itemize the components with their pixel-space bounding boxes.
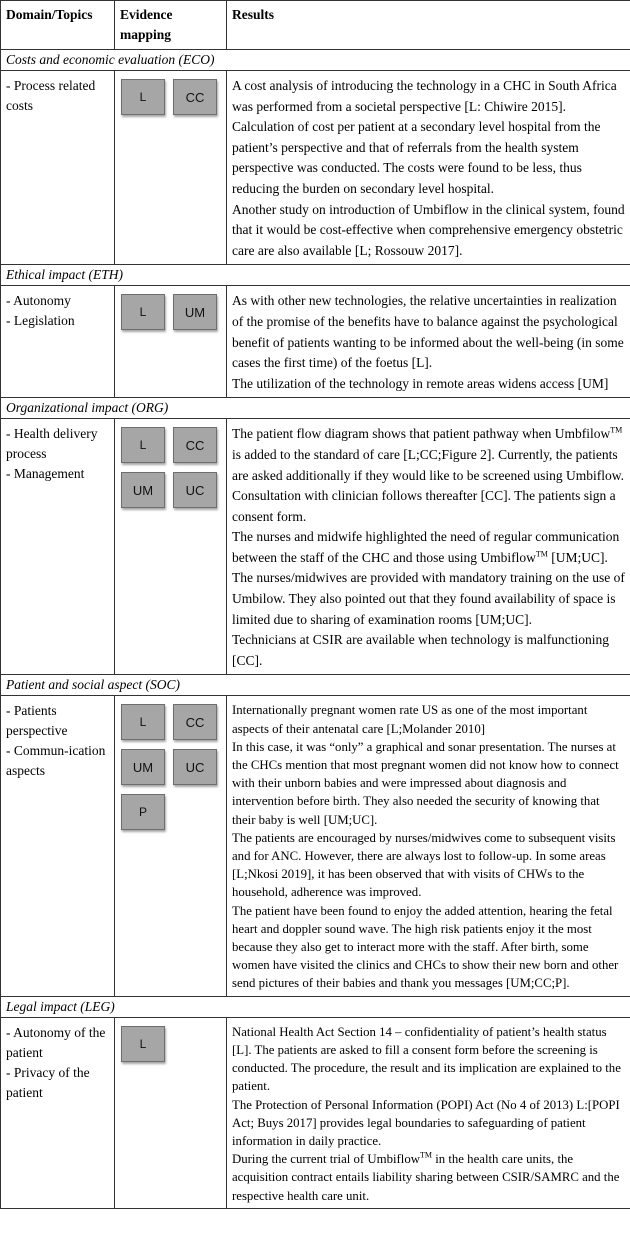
section-title: Organizational impact (ORG) [1,398,630,419]
evidence-mapping-cell [115,286,227,398]
results-paragraph: Technicians at CSIR are available when technology is malfunctioning [CC]. [232,632,609,668]
results-cell [227,71,630,265]
section-title: Ethical impact (ETH) [1,265,630,286]
table-row [1,419,630,675]
domain-topics-cell [1,696,115,996]
topic-item: - Autonomy of the patient [6,1024,106,1060]
section-header-row [1,265,630,286]
topic-item: - Process related costs [6,78,96,113]
evidence-badge-group [121,294,220,330]
table-row [1,696,630,996]
section-title: Patient and social aspect (SOC) [1,675,630,696]
section-header-row [1,675,630,696]
results-paragraph: A cost analysis of introducing the technology in a CHC in South Africa was performed from a societal perspective [L: Chiwire 2015]. Calculation of cost per patient at a secondary level hospital from the patient’s perspective and that of referrals from the health system perspective was conducted. The costs were found to be less, thus reducing the burden on secondary level hospital. [232,78,617,196]
table-header-row [1,1,630,50]
results-paragraph: During the current trial of Umbiflow™ in the health care units, the acquisition contract entails liability sharing between CSIR/SAMRC and the respective health care unit. [232,1150,620,1203]
evidence-badge: CC [173,704,217,740]
evidence-badge: UC [173,749,217,785]
section-header-row [1,996,630,1017]
topic-item: - Commun-ication aspects [6,743,106,779]
evidence-badge-group [121,704,220,830]
results-paragraph: The utilization of the technology in remote areas widens access [UM] [232,375,609,391]
evidence-mapping-cell [115,419,227,675]
evidence-badge: L [121,294,165,330]
domain-topics-cell [1,71,115,265]
evidence-badge: UM [121,472,165,508]
topic-item: - Autonomy [6,293,71,309]
results-paragraph: Another study on introduction of Umbiflow in the clinical system, found that it would be cost-effective when comprehensive emergency obstetric care are also available [L; Rossouw 2017]. [232,201,625,258]
results-paragraph: National Health Act Section 14 – confidentiality of patient’s health status [L]. The patients are asked to fill a consent form before the screening is conducted. The procedure, the result and its implication are explained to the patient. [232,1024,621,1094]
topic-item: - Health delivery process [6,426,98,462]
topic-item: - Privacy of the patient [6,1064,90,1100]
section-header-row [1,50,630,71]
evidence-mapping-cell [115,71,227,265]
evidence-badge: CC [173,427,217,463]
evidence-mapping-cell [115,1017,227,1208]
results-paragraph: The nurses and midwife highlighted the need of regular communication between the staff of the CHC and those using Umbiflow™ [UM;UC]. The nurses/midwives are provided with mandatory training on the use of Umbilow. They also pointed out that they found availability of space is limited due to sharing of examination rooms [UM;UC]. [232,529,625,627]
evidence-badge: L [121,704,165,740]
section-title: Costs and economic evaluation (ECO) [1,50,630,71]
evidence-badge: UM [121,749,165,785]
domain-topics-cell [1,419,115,675]
results-cell [227,419,630,675]
section-title: Legal impact (LEG) [1,996,630,1017]
evidence-badge: P [121,794,165,830]
evidence-badge: L [121,1026,165,1062]
table-row [1,286,630,398]
results-paragraph: The patient have been found to enjoy the added attention, hearing the fetal heart and doppler sound wave. The high risk patients enjoy it the most because they also get to interact more with the staff. After birth, some women have visited the clinics and CHCs to show their new born and other send pictures of their babies and thank you messages [UM;CC;P]. [232,903,619,991]
results-cell [227,1017,630,1208]
topic-item: - Patients perspective [6,703,68,739]
results-paragraph: Internationally pregnant women rate US as one of the most important aspects of their antenatal care [L;Molander 2010] [232,703,588,736]
results-paragraph: The patient flow diagram shows that patient pathway when Umbfilow™ is added to the standard of care [L;CC;Figure 2]. Currently, the patients are asked additionally if they would like to be screened using Umbiflow. Consultation with clinician follows thereafter [CC]. The patients sign a consent form. [232,425,625,524]
evidence-badge-group [121,1026,220,1062]
header-evidence-mapping: Evidence mapping [115,1,227,50]
evidence-badge: CC [173,79,217,115]
evidence-mapping-cell [115,696,227,996]
section-header-row [1,398,630,419]
table-row [1,1017,630,1208]
results-paragraph: In this case, it was “only” a graphical and sonar presentation. The nurses at the CHCs mention that most pregnant women did not know how to connect with their unborn babies and were impressed about diagnosis and intervention before birth. They also needed the security of knowing that their baby is well [UM;UC]. [232,739,619,827]
header-domain-topics: Domain/Topics [1,1,115,50]
evidence-badge: UM [173,294,217,330]
evidence-badge: L [121,427,165,463]
results-cell [227,286,630,398]
evidence-badge: L [121,79,165,115]
header-results: Results [227,1,630,50]
results-paragraph: The Protection of Personal Information (POPI) Act (No 4 of 2013) L:[POPI Act; Buys 2017] provides legal boundaries to safeguarding of patient information in daily practice. [232,1097,620,1148]
evidence-badge: UC [173,472,217,508]
topic-item: - Legislation [6,313,75,329]
domain-topics-cell [1,286,115,398]
table-row [1,71,630,265]
domain-topics-cell [1,1017,115,1208]
results-cell [227,696,630,996]
results-paragraph: The patients are encouraged by nurses/midwives come to subsequent visits and for ANC. However, there are always lost to follow-up. In some areas [L;Nkosi 2019], it has been observed that with visits of CHWs to the household, adherence was improved. [232,830,616,900]
topic-item: - Management [6,466,85,482]
evidence-badge-group [121,427,220,508]
results-paragraph: As with other new technologies, the relative uncertainties in realization of the promise of the benefits have to balance against the psychological benefit of patients wanting to be informed about the well-being (in some cases the first time) of the foetus [L]. [232,293,624,371]
evidence-badge-group [121,79,220,115]
